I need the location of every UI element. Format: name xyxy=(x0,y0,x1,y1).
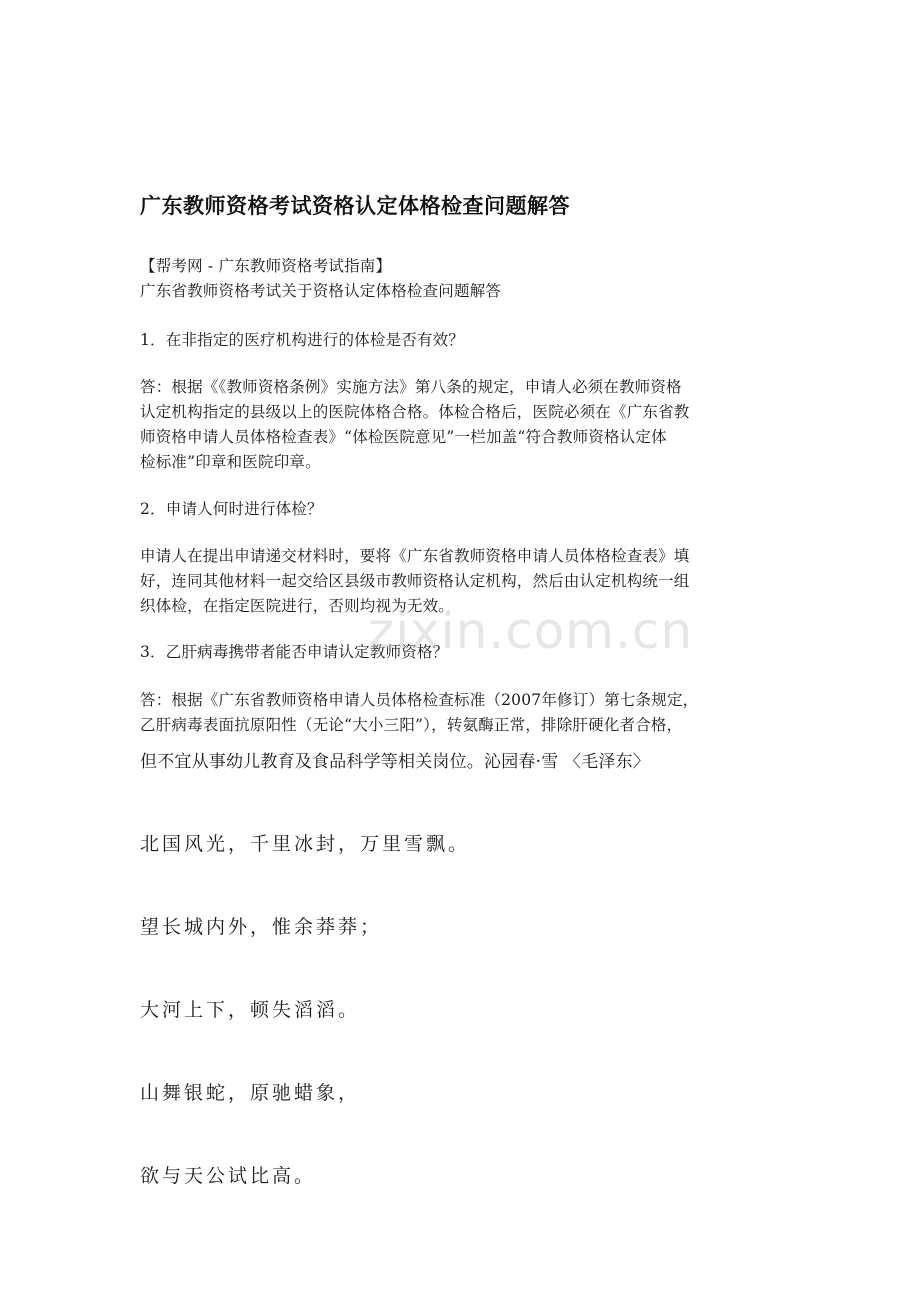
question-3: 3．乙肝病毒携带者能否申请认定教师资格？ xyxy=(140,643,449,661)
poem-line-5: 欲与天公试比高。 xyxy=(140,1165,317,1187)
answer-3-line-3: 但不宜从事幼儿教育及食品科学等相关岗位。沁园春·雪 〈毛泽东〉 xyxy=(140,752,651,772)
watermark: zixin.com.cn xyxy=(368,602,694,660)
answer-1-line-3: 师资格申请人员体格检查表》“体检医院意见”一栏加盖“符合教师资格认定体 xyxy=(140,428,667,446)
answer-2-line-3: 织体检，在指定医院进行，否则均视为无效。 xyxy=(140,597,455,615)
answer-1-line-1: 答：根据《《教师资格条例》实施方法》第八条的规定，申请人必须在教师资格 xyxy=(140,378,682,396)
answer-2-line-1: 申请人在提出申请递交材料时，要将《广东省教师资格申请人员体格检查表》填 xyxy=(140,547,690,565)
answer-1-line-4: 检标准”印章和医院印章。 xyxy=(140,453,321,471)
question-2: 2．申请人何时进行体检？ xyxy=(140,500,323,518)
poem-line-3: 大河上下，顿失滔滔。 xyxy=(140,999,361,1021)
answer-3-line-2: 乙肝病毒表面抗原阳性（无论“大小三阳”），转氨酶正常，排除肝硬化者合格， xyxy=(140,716,683,734)
poem-line-2: 望长城内外，惟余莽莽； xyxy=(140,916,383,938)
source-line: 【帮考网 - 广东教师资格考试指南】 xyxy=(140,257,392,275)
poem-line-4: 山舞银蛇，原驰蜡象， xyxy=(140,1082,361,1104)
subtitle-line: 广东省教师资格考试关于资格认定体格检查问题解答 xyxy=(140,282,502,300)
poem-line-1: 北国风光，千里冰封，万里雪飘。 xyxy=(140,833,471,855)
answer-1-line-2: 认定机构指定的县级以上的医院体格合格。体检合格后，医院必须在《广东省教 xyxy=(140,403,690,421)
answer-3-line-1: 答：根据《广东省教师资格申请人员体格检查标准（2007年修订）第七条规定， xyxy=(140,691,699,709)
document-title: 广东教师资格考试资格认定体格检查问题解答 xyxy=(140,194,570,218)
answer-2-line-2: 好，连同其他材料一起交给区县级市教师资格认定机构，然后由认定机构统一组 xyxy=(140,572,690,590)
question-1: 1．在非指定的医疗机构进行的体检是否有效？ xyxy=(140,331,465,349)
